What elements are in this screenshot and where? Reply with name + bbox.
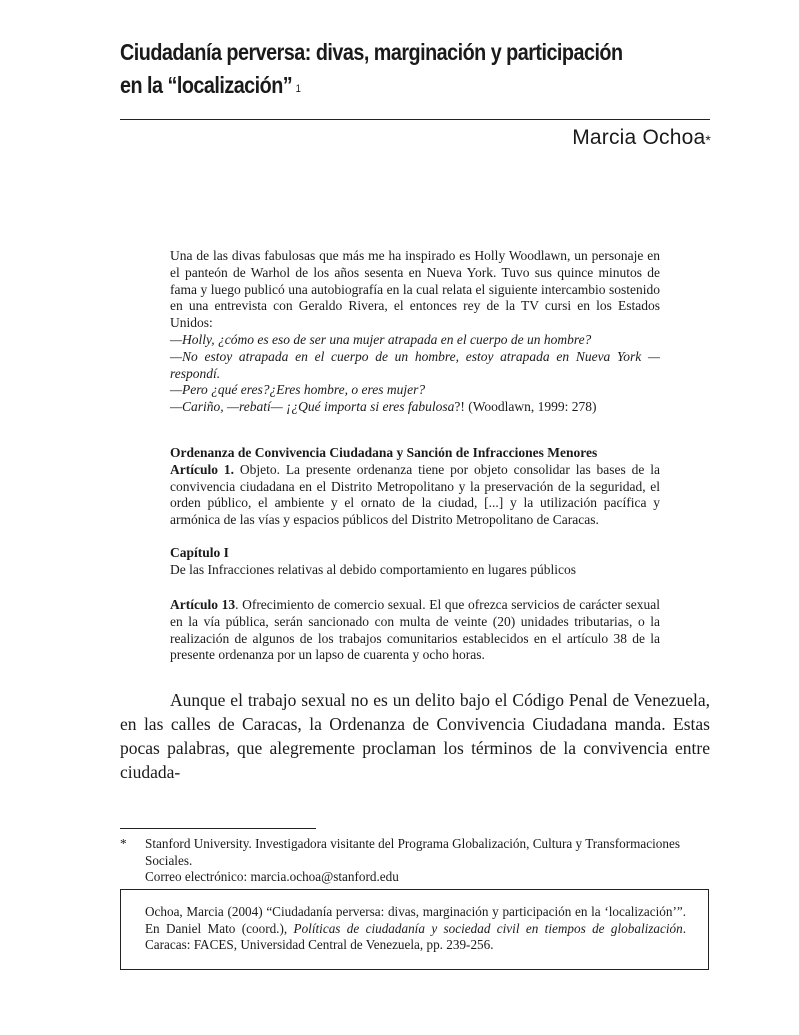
ordinance-heading: Ordenanza de Convivencia Ciudadana y Sanción de Infracciones Menores [170,445,598,460]
citation-text-1: Ochoa, Marcia (2004) “Ciudadanía perversa: divas, marginación y participación en la ‘localización’”. En Daniel Mato (coord.), [145,904,686,936]
footnote-affiliation: Stanford University. Investigadora visitante del Programa Globalización, Cultura y Transformaciones Sociales. [145,836,680,868]
citation-book-title: Políticas de ciudadanía y sociedad civil en tiempos de globalización [293,920,683,936]
title-line-2: en la “localización” [120,72,293,98]
title-rule [120,119,710,120]
footnote-rule [120,828,316,829]
epigraph-woodlawn [170,248,660,416]
dialogue-line-4: —Cariño, —rebatí— ¡¿Qué importa si eres fabulosa?! (Woodlawn, 1999: 278) [170,399,597,415]
ordinance-chapter [170,545,660,579]
article-13-text: . Ofrecimiento de comercio sexual. El que ofrezca servicios de carácter sexual en la vía pública, serán sancionado con multa de veinte (20) unidades tributarias, o la realización de algunos de los trabajos comunitarios establecidos en el artículo 38 de la presente ordenanza por un lapso de cuarenta y ocho horas. [170,597,660,663]
citation-box [120,889,709,970]
citation-text-2: . Caracas: FACES, Universidad Central de Venezuela, pp. 239-256. [145,920,686,953]
chapter-label: Capítulo I [170,545,229,560]
dialogue-line-2: —No estoy atrapada en el cuerpo de un hombre, estoy atrapada en Nueva York —respondí. [170,348,660,381]
dialogue-line-1: —Holly, ¿cómo es eso de ser una mujer atrapada en el cuerpo de un hombre? [170,331,592,347]
footnote-mark: * [120,836,127,851]
title-line-1: Ciudadanía perversa: divas, marginación y participación [120,39,623,65]
body-paragraph: Aunque el trabajo sexual no es un delito bajo el Código Penal de Venezuela, en las calles de Caracas, la Ordenanza de Convivencia Ciudadana manda. Estas pocas palabras, que alegremente proclaman los términos de la convivencia entre ciudada- [120,690,710,782]
chapter-title: De las Infracciones relativas al debido comportamiento en lugares públicos [170,561,576,577]
footnote-email: Correo electrónico: marcia.ochoa@stanford.edu [145,869,399,884]
author-footnote-mark: * [705,132,711,148]
article-1 [170,462,660,529]
author-name [572,126,711,150]
article-1-label: Artículo 1. [170,461,234,477]
ordinance-article-13 [170,597,660,664]
article-1-text: Objeto. La presente ordenanza tiene por objeto consolidar las bases de la convivencia ciudadana en el Distrito Metropolitano y la preservación de la seguridad, el orden público, el ambiente y el ornato de la ciudad, [...] y la utilización pacífica y armónica de las vías y espacios públicos del Distrito Metropolitano de Caracas. [170,461,660,528]
article-13-label: Artículo 13 [170,597,236,612]
dialogue-line-3: —Pero ¿qué eres?¿Eres hombre, o eres mujer? [170,382,426,398]
article-title [120,36,636,102]
epigraph-intro: Una de las divas fabulosas que más me ha inspirado es Holly Woodlawn, un personaje en el panteón de Warhol de los años sesenta en Nueva York. Tuvo sus quince minutos de fama y luego publicó una autobiografía en la cual relata el siguiente intercambio sostenido en una entrevista con Geraldo Rivera, el entonces rey de la TV cursi en los Estados Unidos: [170,248,660,331]
epigraph-ordinance [170,445,660,529]
title-footnote-ref: 1 [295,83,301,95]
author-footnote [120,836,710,886]
author-text: Marcia Ochoa [572,126,706,149]
